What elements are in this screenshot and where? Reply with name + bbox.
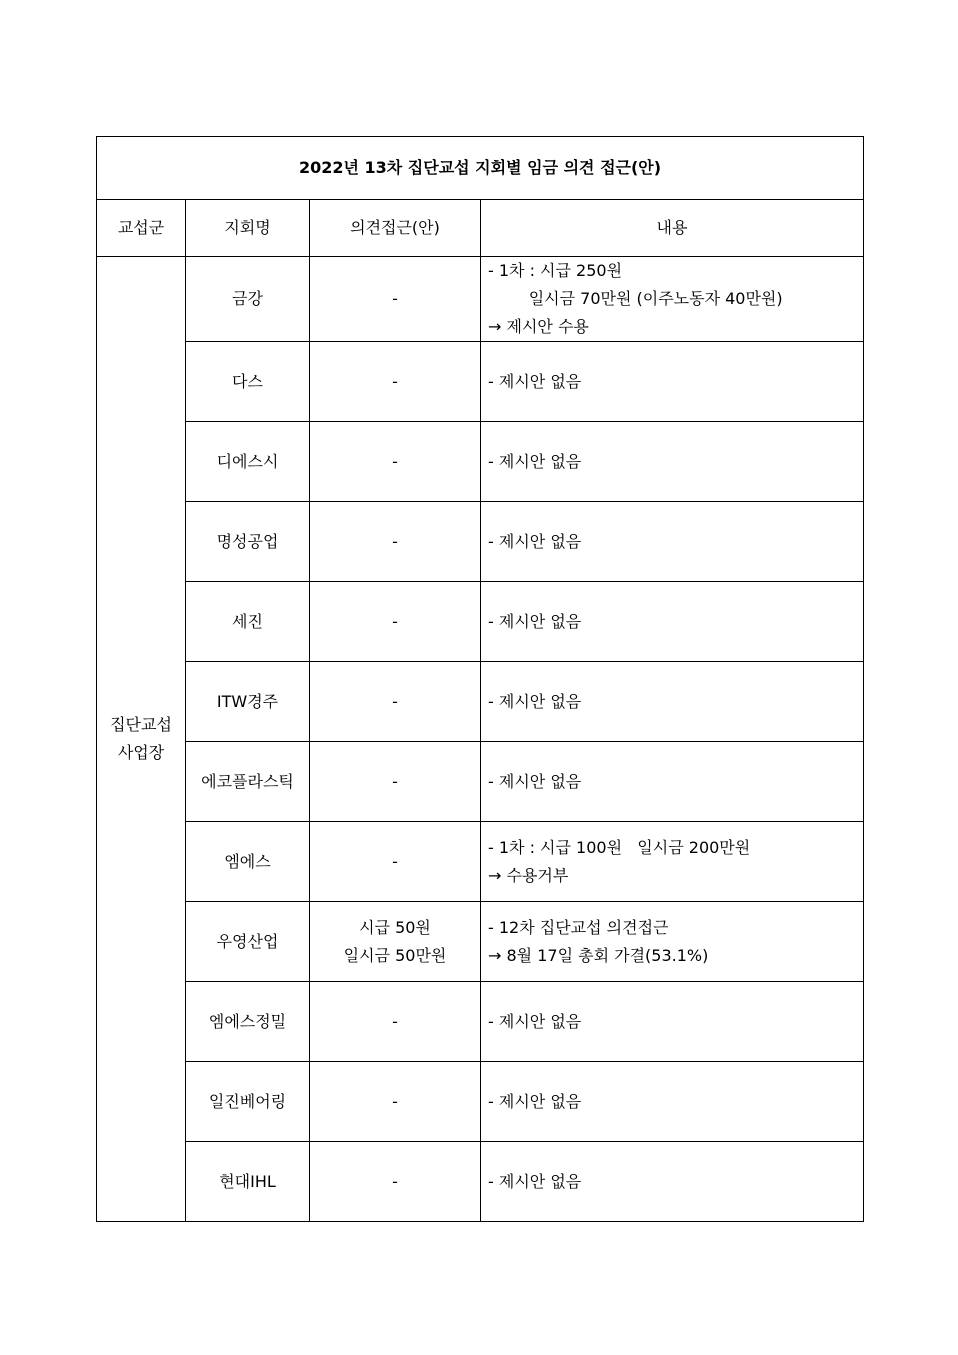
- branch-name-cell: 세진: [186, 582, 310, 662]
- table-row: [97, 342, 864, 422]
- branch-name-cell: 금강: [186, 257, 310, 342]
- content-line: → 제시안 수용: [488, 317, 589, 336]
- table-row: [97, 982, 864, 1062]
- header-group: 교섭군: [97, 200, 186, 257]
- opinion-line: -: [392, 691, 398, 711]
- branch-name-cell: 엠에스: [186, 822, 310, 902]
- table-body: [97, 257, 864, 1222]
- content-cell: [481, 742, 864, 822]
- opinion-cell: [310, 902, 481, 982]
- content-cell: [481, 822, 864, 902]
- opinion-line: -: [392, 1091, 398, 1111]
- branch-name-cell: 현대IHL: [186, 1142, 310, 1222]
- opinion-line: -: [392, 771, 398, 791]
- content-cell: [481, 982, 864, 1062]
- opinion-line: -: [392, 371, 398, 391]
- header-content: 내용: [481, 200, 864, 257]
- opinion-line: -: [392, 451, 398, 471]
- content-line: → 수용거부: [488, 865, 569, 885]
- table-row: [97, 742, 864, 822]
- branch-name-cell: 일진베어링: [186, 1062, 310, 1142]
- content-cell: [481, 662, 864, 742]
- opinion-cell: [310, 342, 481, 422]
- branch-name-cell: 엠에스정밀: [186, 982, 310, 1062]
- content-line: - 1차 : 시급 250원: [488, 261, 623, 280]
- wage-negotiation-table: [96, 136, 864, 1222]
- content-line: - 제시안 없음: [488, 611, 582, 631]
- opinion-line: -: [392, 1011, 398, 1031]
- branch-name-cell: 에코플라스틱: [186, 742, 310, 822]
- content-line: - 제시안 없음: [488, 451, 582, 471]
- document-title: 2022년 13차 집단교섭 지회별 임금 의견 접근(안): [97, 137, 864, 200]
- branch-name-cell: 다스: [186, 342, 310, 422]
- table-row: [97, 1142, 864, 1222]
- branch-name-cell: ITW경주: [186, 662, 310, 742]
- table-row: [97, 822, 864, 902]
- opinion-line: -: [392, 531, 398, 551]
- content-cell: [481, 582, 864, 662]
- content-cell: [481, 257, 864, 342]
- opinion-line: -: [392, 611, 398, 631]
- opinion-cell: [310, 742, 481, 822]
- opinion-cell: [310, 582, 481, 662]
- table-row: [97, 902, 864, 982]
- content-line: - 제시안 없음: [488, 691, 582, 711]
- group-label-line2: 사업장: [117, 743, 165, 762]
- opinion-cell: [310, 982, 481, 1062]
- table-header-row: [97, 200, 864, 257]
- content-cell: [481, 1062, 864, 1142]
- opinion-cell: [310, 257, 481, 342]
- content-line: - 제시안 없음: [488, 371, 582, 391]
- branch-name-cell: 명성공업: [186, 502, 310, 582]
- content-cell: [481, 1142, 864, 1222]
- header-branch: 지회명: [186, 200, 310, 257]
- opinion-line: -: [392, 1171, 398, 1191]
- opinion-cell: [310, 662, 481, 742]
- content-line: 일시금 70만원 (이주노동자 40만원): [488, 289, 783, 308]
- opinion-line: 일시금 50만원: [343, 945, 447, 965]
- table-row: [97, 257, 864, 342]
- group-label-line1: 집단교섭: [110, 715, 172, 734]
- opinion-line: 시급 50원: [359, 917, 431, 937]
- content-line: - 제시안 없음: [488, 1011, 582, 1031]
- opinion-line: -: [392, 289, 398, 308]
- content-cell: [481, 342, 864, 422]
- table-row: [97, 1062, 864, 1142]
- table-row: [97, 582, 864, 662]
- content-line: - 12차 집단교섭 의견접근: [488, 917, 669, 937]
- group-cell: [97, 257, 186, 1222]
- table-row: [97, 662, 864, 742]
- opinion-cell: [310, 422, 481, 502]
- opinion-cell: [310, 502, 481, 582]
- content-line: → 8월 17일 총회 가결(53.1%): [488, 945, 709, 965]
- table-row: [97, 502, 864, 582]
- table-row: [97, 422, 864, 502]
- opinion-cell: [310, 1062, 481, 1142]
- content-cell: [481, 902, 864, 982]
- opinion-line: -: [392, 851, 398, 871]
- content-cell: [481, 502, 864, 582]
- branch-name-cell: 우영산업: [186, 902, 310, 982]
- content-line: - 제시안 없음: [488, 531, 582, 551]
- opinion-cell: [310, 1142, 481, 1222]
- branch-name-cell: 디에스시: [186, 422, 310, 502]
- header-opinion: 의견접근(안): [310, 200, 481, 257]
- content-line: - 제시안 없음: [488, 1171, 582, 1191]
- content-line: - 1차 : 시급 100원 일시금 200만원: [488, 837, 751, 857]
- content-cell: [481, 422, 864, 502]
- content-line: - 제시안 없음: [488, 771, 582, 791]
- content-line: - 제시안 없음: [488, 1091, 582, 1111]
- opinion-cell: [310, 822, 481, 902]
